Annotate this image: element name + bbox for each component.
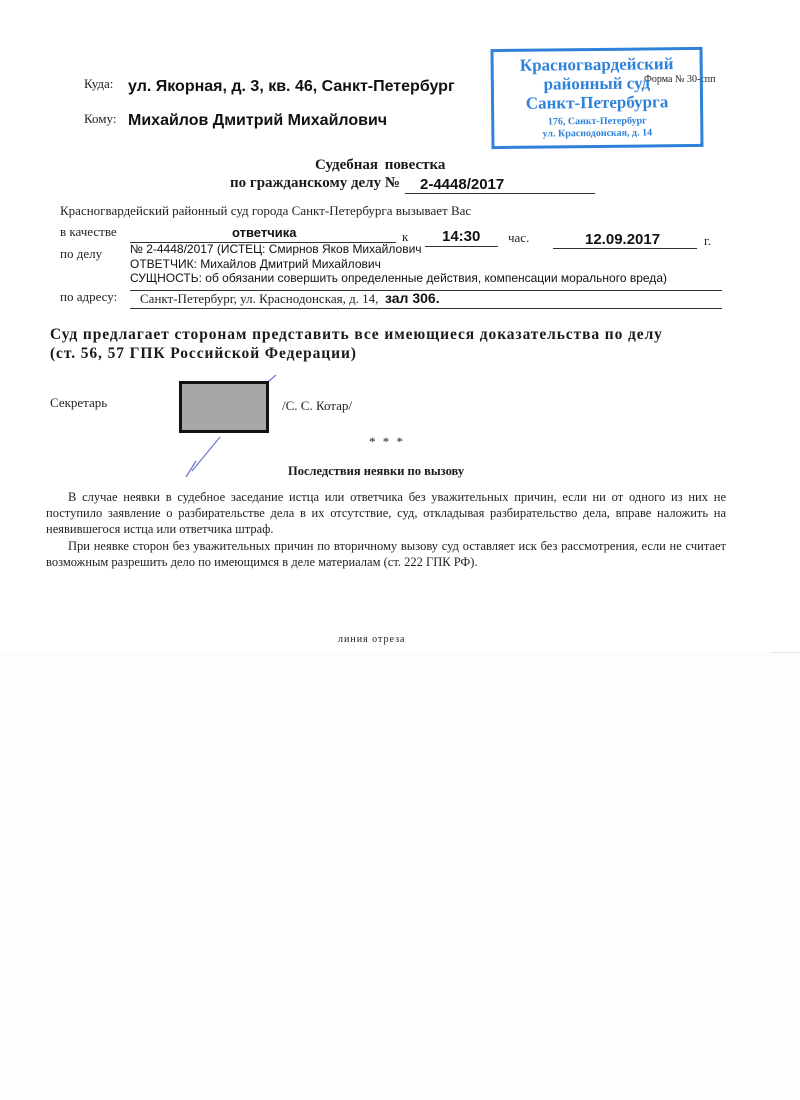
recipient-value: Михайлов Дмитрий Михайлович — [128, 112, 388, 129]
stamp-line-5: ул. Краснодонская, д. 14 — [542, 127, 653, 140]
time-underline — [425, 246, 498, 247]
case-line-1: № 2-4448/2017 (ИСТЕЦ: Смирнов Яков Михайлович — [130, 242, 422, 256]
time-value: 14:30 — [442, 228, 481, 245]
consequences-heading: Последствия неявки по вызову — [288, 464, 465, 478]
venue-room: зал 306. — [385, 290, 440, 306]
court-stamp — [490, 47, 703, 149]
capacity-value: ответчика — [232, 225, 297, 240]
case-line-2: ОТВЕТЧИК: Михайлов Дмитрий Михайлович — [130, 257, 381, 271]
capacity-label: в качестве — [60, 224, 117, 239]
consequences-paragraph-2: При неявке сторон без уважительных причин по вторичному вызову суд оставляет иск без рассмотрения, если не считает возможным разрешить дело по имеющимся в деле материалам (ст. 222 ГПК РФ). — [46, 539, 726, 569]
time-unit: час. — [508, 230, 530, 245]
evidence-notice-line-2: (ст. 56, 57 ГПК Российской Федерации) — [50, 345, 357, 362]
separator: * * * — [369, 434, 405, 449]
secretary-label: Секретарь — [50, 395, 108, 410]
stamp-line-2: районный суд — [543, 73, 651, 94]
redacted-signature — [179, 381, 269, 433]
stamp-line-4: 176, Санкт-Петербург — [547, 115, 647, 128]
summons-intro: Красногвардейский районный суд города Санкт-Петербурга вызывает Вас — [60, 203, 472, 218]
date-unit: г. — [704, 233, 712, 248]
time-prefix: к — [402, 229, 409, 244]
form-number: Форма № 30-спп — [644, 74, 716, 85]
address-value: ул. Якорная, д. 3, кв. 46, Санкт-Петербург — [128, 78, 455, 95]
address-label: Куда: — [84, 76, 114, 91]
date-underline — [553, 248, 697, 249]
stamp-line-1: Красногвардейский — [519, 54, 674, 75]
secretary-name: /С. С. Котар/ — [282, 398, 353, 413]
consequences-paragraph-1: В случае неявки в судебное заседание истца или ответчика без уважительных причин, если ни от одного из них не поступило заявление о разбирательстве дела в их отсутствие, суд, откладывая разбирательство дела, вправе наложить на неявившегося истца или ответчика штраф. — [46, 490, 726, 536]
venue-underline — [130, 308, 722, 309]
paper-edge-mark — [770, 652, 800, 653]
recipient-label: Кому: — [84, 111, 117, 126]
evidence-notice-line-1: Суд предлагает сторонам представить все имеющиеся доказательства по делу — [50, 326, 663, 343]
cut-line-label: линия отреза — [338, 634, 406, 645]
case-number: 2-4448/2017 — [420, 176, 505, 193]
date-value: 12.09.2017 — [585, 231, 661, 248]
stamp-line-3: Санкт-Петербурга — [525, 92, 669, 113]
venue-label: по адресу: — [60, 289, 118, 304]
paper-lower-area — [0, 652, 800, 1100]
case-number-underline — [405, 193, 595, 194]
venue-address: Санкт-Петербург, ул. Краснодонская, д. 14, — [140, 291, 379, 306]
case-label: по делу — [60, 246, 103, 261]
title-line-1: Судебная повестка — [315, 157, 446, 173]
title-line-2: по гражданскому делу № — [230, 175, 400, 191]
case-line-3: СУЩНОСТЬ: об обязании совершить определенные действия, компенсации морального вреда) — [130, 271, 667, 285]
